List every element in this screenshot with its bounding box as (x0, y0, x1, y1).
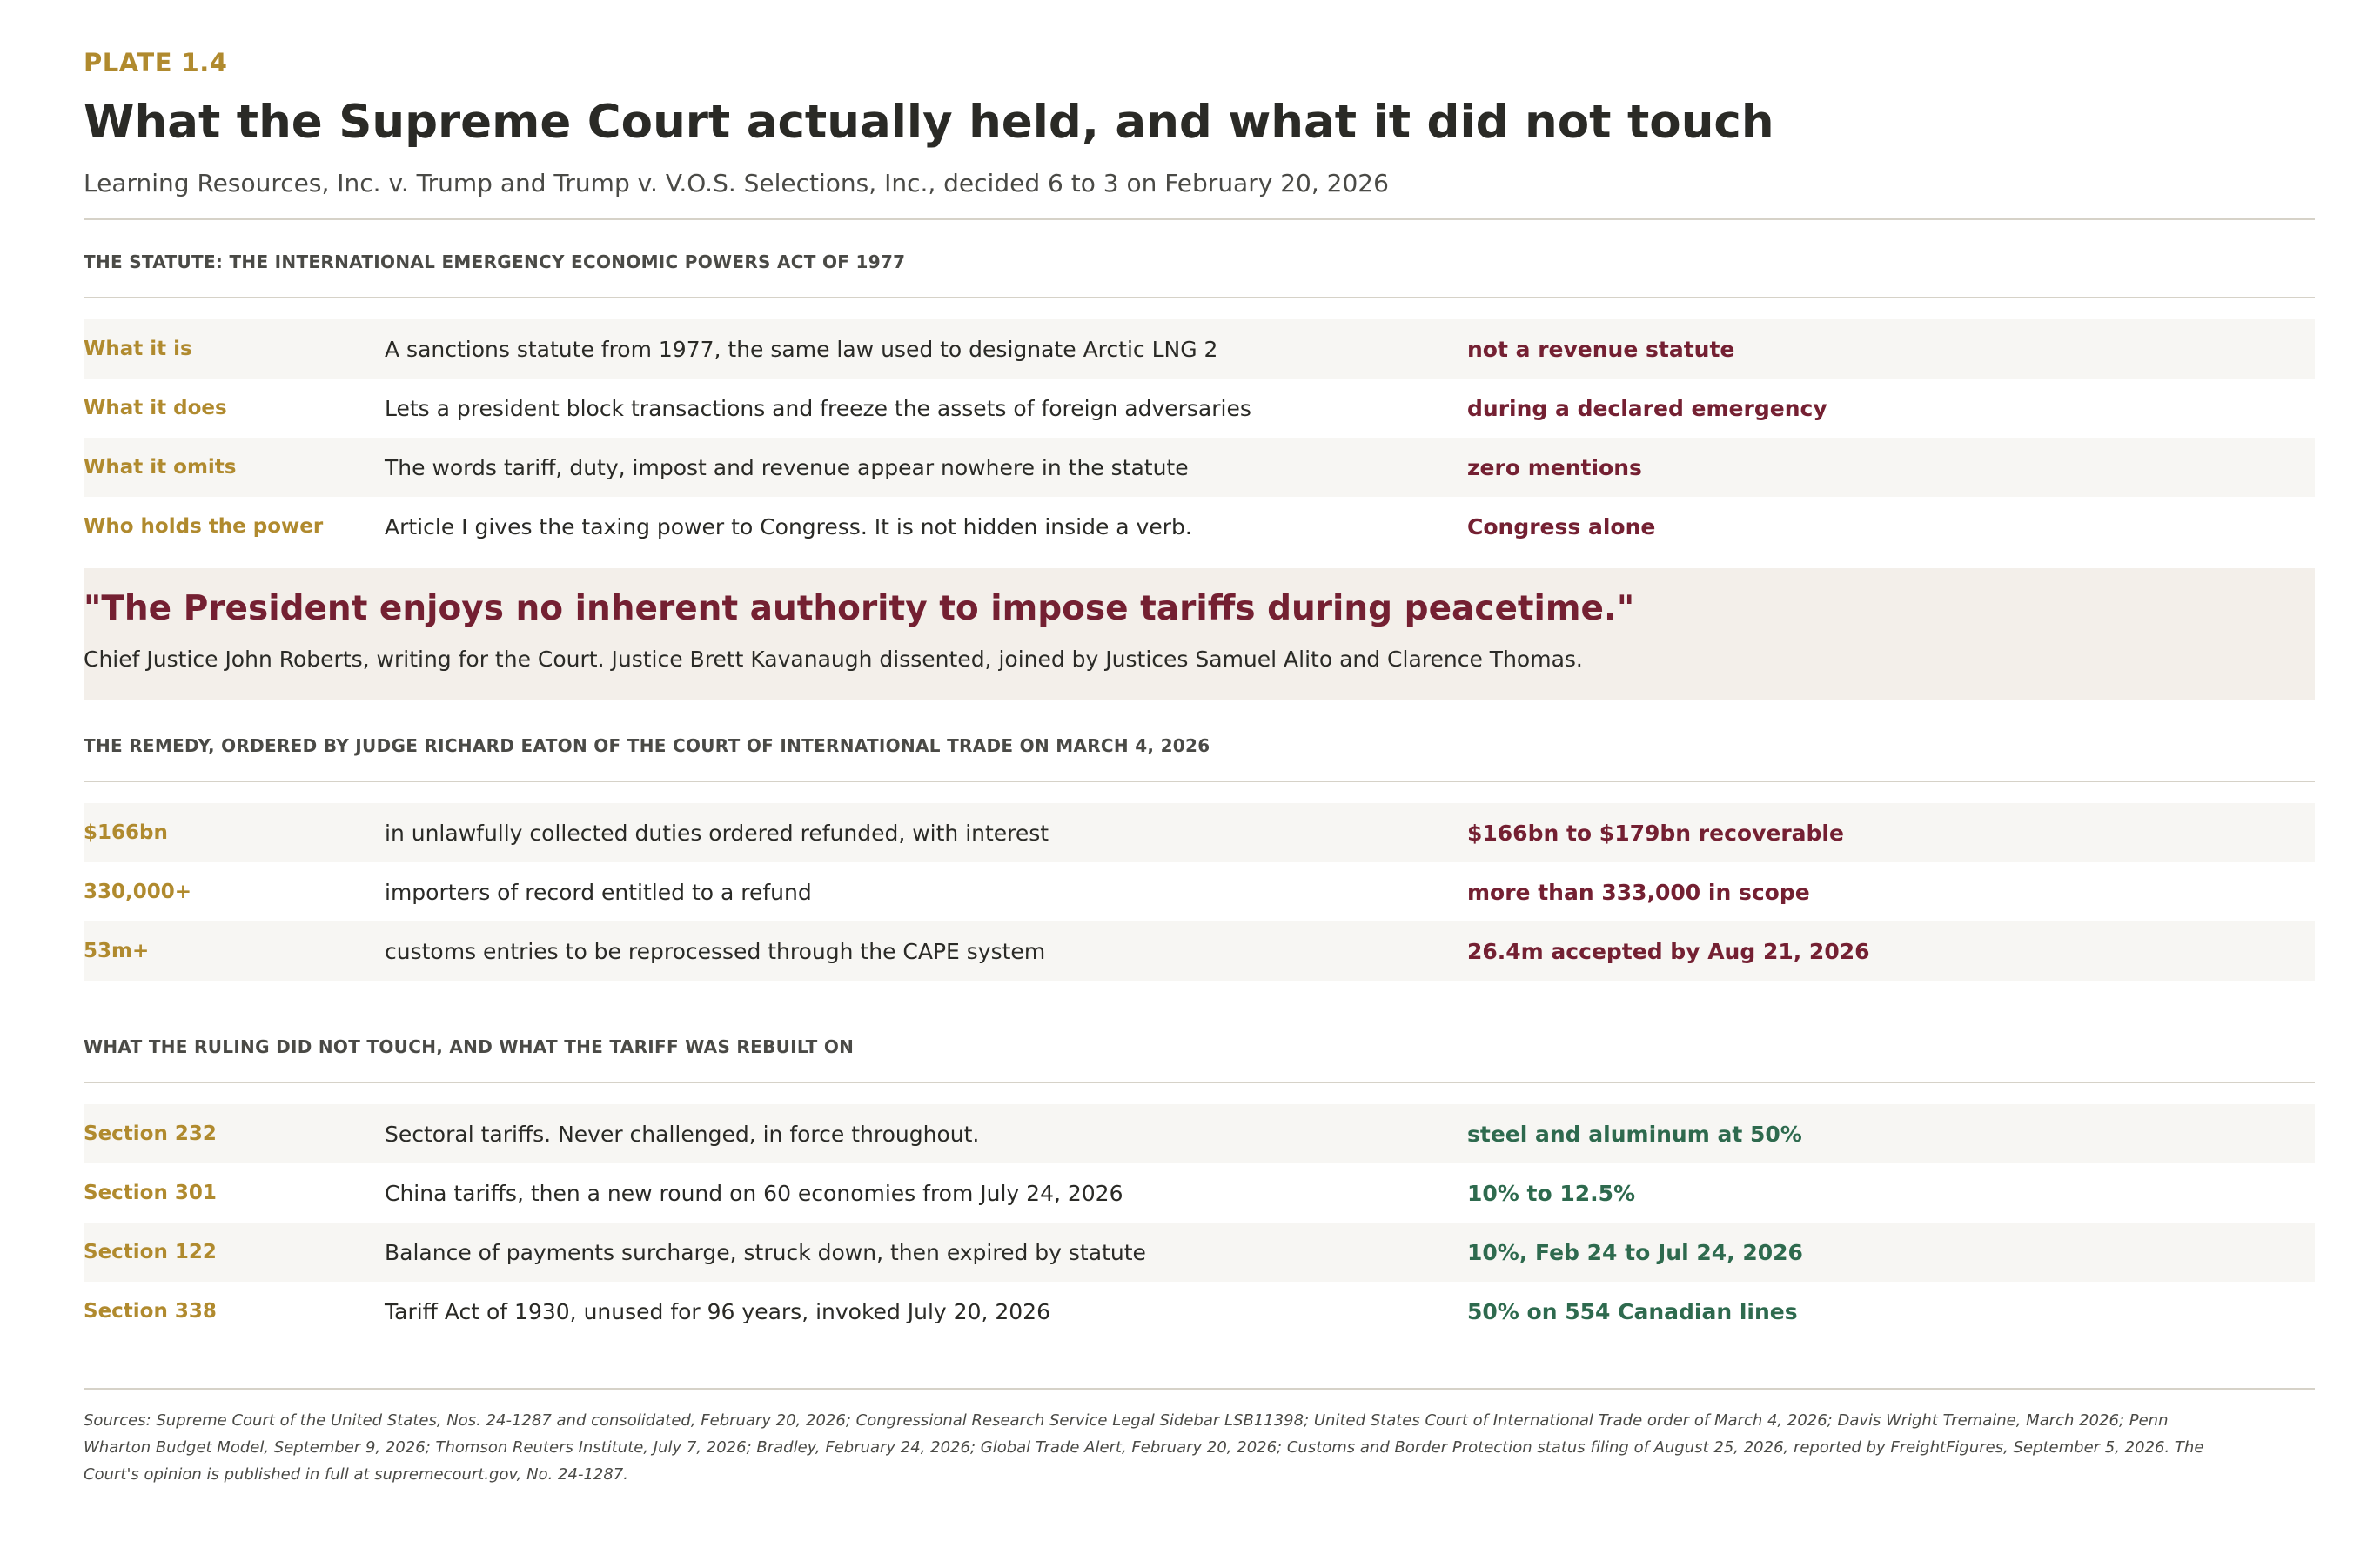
untouched-table (84, 1104, 2315, 1341)
section-divider (84, 297, 2315, 298)
table-row (84, 1282, 2315, 1341)
row-value: during a declared emergency (1467, 395, 1827, 421)
row-value: steel and aluminum at 50% (1467, 1121, 1802, 1147)
table-row (84, 862, 2315, 921)
table-row (84, 319, 2315, 379)
quote-attribution: Chief Justice John Roberts, writing for the Court. Justice Brett Kavanaugh dissented, joined by Justices Samuel Alito and Clarence Thomas. (84, 647, 1583, 672)
page-subtitle: Learning Resources, Inc. v. Trump and Trump v. V.O.S. Selections, Inc., decided 6 to 3 on February 20, 2026 (84, 169, 1389, 198)
row-description: The words tariff, duty, impost and revenue appear nowhere in the statute (385, 454, 1189, 480)
table-row (84, 497, 2315, 556)
table-row (84, 921, 2315, 981)
row-label: What it is (84, 338, 192, 360)
row-description: A sanctions statute from 1977, the same law used to designate Arctic LNG 2 (385, 336, 1218, 362)
quote-callout (84, 568, 2315, 700)
row-description: China tariffs, then a new round on 60 economies from July 24, 2026 (385, 1180, 1123, 1206)
row-value: 50% on 554 Canadian lines (1467, 1298, 1798, 1324)
title-divider (84, 218, 2315, 220)
section-divider (84, 781, 2315, 782)
row-value: zero mentions (1467, 454, 1642, 480)
remedy-table (84, 803, 2315, 981)
table-row (84, 1223, 2315, 1282)
row-label: 330,000+ (84, 881, 192, 903)
row-value: more than 333,000 in scope (1467, 879, 1810, 905)
row-description: Balance of payments surcharge, struck down, then expired by statute (385, 1239, 1146, 1265)
row-description: Article I gives the taxing power to Congress. It is not hidden inside a verb. (385, 513, 1192, 539)
holding-quote: "The President enjoys no inherent authority to impose tariffs during peacetime." (84, 589, 1635, 628)
row-label: Section 232 (84, 1122, 217, 1145)
row-value: $166bn to $179bn recoverable (1467, 820, 1844, 846)
row-description: Sectoral tariffs. Never challenged, in force throughout. (385, 1121, 980, 1147)
statute-table (84, 319, 2315, 556)
row-label: What it omits (84, 456, 237, 479)
row-label: Section 338 (84, 1300, 217, 1323)
row-label: What it does (84, 397, 227, 419)
row-description: Tariff Act of 1930, unused for 96 years, invoked July 20, 2026 (385, 1298, 1050, 1324)
page-title: What the Supreme Court actually held, and what it did not touch (84, 96, 1774, 149)
row-label: $166bn (84, 821, 168, 844)
section-heading-statute: THE STATUTE: THE INTERNATIONAL EMERGENCY ECONOMIC POWERS ACT OF 1977 (84, 251, 906, 272)
section-divider (84, 1082, 2315, 1083)
table-row (84, 1104, 2315, 1163)
row-value: 26.4m accepted by Aug 21, 2026 (1467, 938, 1870, 964)
table-row (84, 1163, 2315, 1223)
row-value: Congress alone (1467, 513, 1656, 539)
row-label: Section 122 (84, 1241, 217, 1263)
row-value: 10%, Feb 24 to Jul 24, 2026 (1467, 1239, 1803, 1265)
row-description: Lets a president block transactions and freeze the assets of foreign adversaries (385, 395, 1251, 421)
row-label: 53m+ (84, 940, 150, 962)
row-description: importers of record entitled to a refund (385, 879, 812, 905)
section-heading-remedy: THE REMEDY, ORDERED BY JUDGE RICHARD EATON OF THE COURT OF INTERNATIONAL TRADE ON MARCH 4, 2026 (84, 735, 1210, 756)
row-value: not a revenue statute (1467, 336, 1735, 362)
table-row (84, 803, 2315, 862)
table-row (84, 438, 2315, 497)
row-label: Who holds the power (84, 515, 324, 538)
footer-divider (84, 1388, 2315, 1390)
plate-number: PLATE 1.4 (84, 48, 228, 77)
table-row (84, 379, 2315, 438)
sources-note: Sources: Supreme Court of the United States, Nos. 24-1287 and consolidated, February 20, 2026; Congressional Research Service Legal Sidebar LSB11398; United States Court of International Trade order of March 4, 2026; Davis Wright Tremaine, March 2026; Penn Wharton Budget Model, September 9, 2026; Thomson Reuters Institute, July 7, 2026; Bradley, February 24, 2026; Global Trade Alert, February 20, 2026; Customs and Border Protection status filing of August 25, 2026, reported by FreightFigures, September 5, 2026. The Court's opinion is published in full at supremecourt.gov, No. 24-1287. (84, 1411, 2204, 1484)
row-description: customs entries to be reprocessed through the CAPE system (385, 938, 1046, 964)
section-heading-untouched: WHAT THE RULING DID NOT TOUCH, AND WHAT THE TARIFF WAS REBUILT ON (84, 1036, 855, 1057)
row-label: Section 301 (84, 1182, 217, 1204)
plate-content (84, 49, 2315, 1488)
row-description: in unlawfully collected duties ordered refunded, with interest (385, 820, 1049, 846)
row-value: 10% to 12.5% (1467, 1180, 1636, 1206)
